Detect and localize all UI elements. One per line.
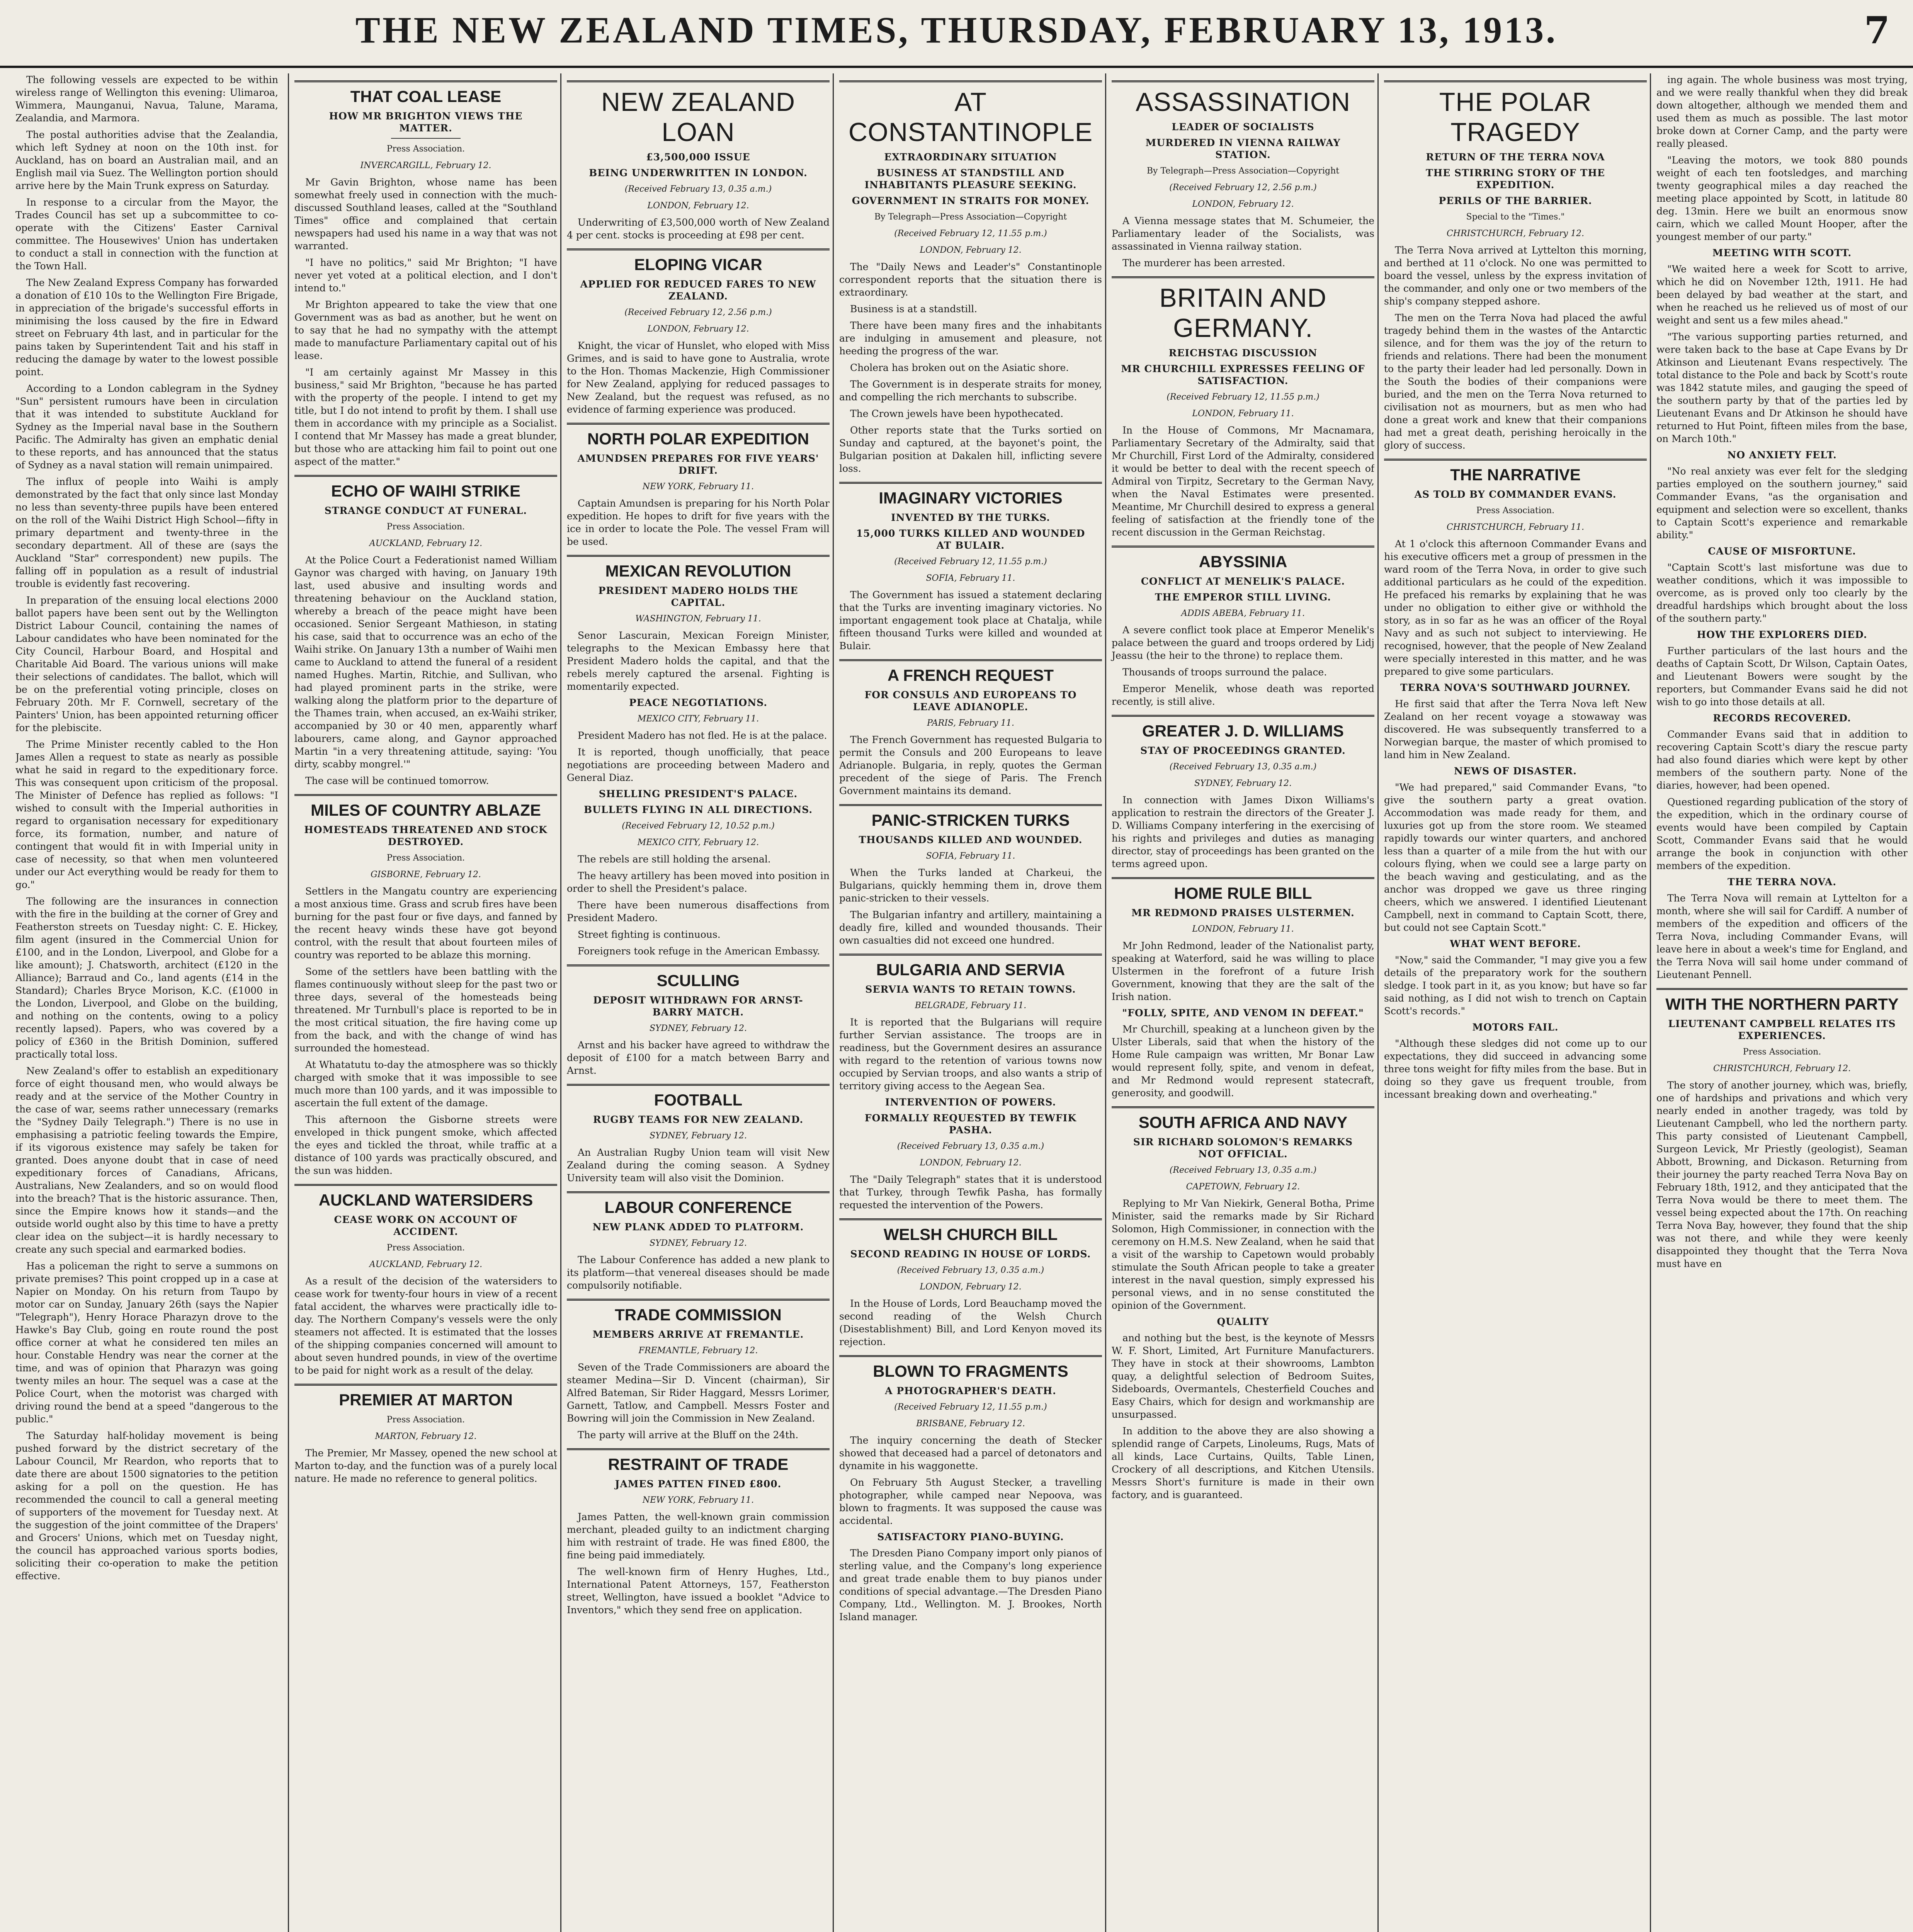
paragraph: As a result of the decision of the watersiders to cease work for twenty-four hours in view of a recent fatal accident, the wharves were practically idle to-day. The Northern Company's vessels were the only steamers not affected. It is estimated that the losses of the shipping companies concerned will amount to about seven hundred pounds, in view of the overtime to be paid for night work as a result of the delay. xyxy=(294,1276,557,1376)
subhead: APPLIED FOR REDUCED FARES TO NEW ZEALAND. xyxy=(580,279,816,302)
paragraph: When the Turks landed at Charkeui, the Bulgarians, quickly hemming them in, drove them panic-stricken to their vessels. xyxy=(839,867,1102,904)
headline-south-africa-navy: SOUTH AFRICA AND NAVY xyxy=(1112,1106,1374,1132)
subhead: MOTORS FAIL. xyxy=(1472,1022,1559,1033)
page-number: 7 xyxy=(1864,9,1890,52)
paragraph: In the House of Commons, Mr Macnamara, Parliamentary Secretary of the Admiralty, said that Mr Churchill, First Lord of the Admiralty, considered it would be better to deal with the recent speech of Admiral von Tirpitz, Secretary to the German Navy, when the Naval Estimates were presented. Meantime, Mr Churchill desired to express a general feeling of satisfaction at the friendly tone of the recent discussion in the German Reichstag. xyxy=(1112,425,1374,538)
subhead: CONFLICT AT MENELIK'S PALACE. xyxy=(1141,576,1345,587)
subhead: GOVERNMENT IN STRAITS FOR MONEY. xyxy=(852,195,1090,206)
received-line: (Received February 12, 11.55 p.m.) xyxy=(1167,392,1320,402)
dateline: SYDNEY, February 12. xyxy=(649,1238,747,1248)
dateline: BELGRADE, February 11. xyxy=(915,1001,1027,1010)
subhead: SATISFACTORY PIANO-BUYING. xyxy=(877,1531,1064,1543)
subhead: NEWS OF DISASTER. xyxy=(1454,765,1577,777)
dateline: LONDON, February 12. xyxy=(920,245,1022,255)
dateline: SOFIA, February 11. xyxy=(926,851,1015,861)
headline-mexican-revolution: MEXICAN REVOLUTION xyxy=(567,555,830,581)
subhead: LEADER OF SOCIALISTS xyxy=(1172,121,1314,133)
dateline: NEW YORK, February 11. xyxy=(642,1495,754,1505)
paragraph: The Prime Minister recently cabled to the Hon James Allen a request to state as nearly as possible what he said in regard to the expeditionary force. This was consequent upon criticism of the proposal. The Minister of Defence has replied as follows: "I wished to consult with the Imperial authorities in regard to organisation necessary for expeditionary force, its formation, number, and nature of contingent that would fit in with Imperial unity in case of necessity, so that when men volunteered under our Act everything would be ready for them to go." xyxy=(15,739,278,890)
paragraph: The following vessels are expected to be within wireless range of Wellington this evening: Ulimaroa, Wimmera, Maunganui, Navua, Talune, Marama, Zealandia, and Marmora. xyxy=(15,74,278,124)
byline: Press Association. xyxy=(1476,506,1555,515)
paragraph: "Captain Scott's last misfortune was due to weather conditions, which it was impossible to overcome, as is proved only too clearly by the dreadful hardships which brought about the loss of the southern party." xyxy=(1656,562,1908,624)
headline-watersiders: AUCKLAND WATERSIDERS xyxy=(294,1184,557,1210)
subhead: STRANGE CONDUCT AT FUNERAL. xyxy=(324,505,527,516)
paragraph: The Labour Conference has added a new plank to its platform—that venereal diseases should be made compulsorily notifiable. xyxy=(567,1254,830,1291)
column-7 xyxy=(1650,73,1908,1932)
paragraph: The "Daily News and Leader's" Constantinople correspondent reports that the situation there is extraordinary. xyxy=(839,261,1102,298)
paragraph: The New Zealand Express Company has forwarded a donation of £10 10s to the Wellington Fire Brigade, in appreciation of the brigade's successful efforts in minimising the loss caused by the fire in Edward street on February 4th last, and in particular for the pains taken by Superintendent Tait and his staff in reducing the damage by water to the lowest possible point. xyxy=(15,277,278,378)
received-line: (Received February 12, 11.55 p.m.) xyxy=(894,1402,1047,1412)
subhead: RECORDS RECOVERED. xyxy=(1713,713,1851,724)
headline-eloping-vicar: ELOPING VICAR xyxy=(567,248,830,274)
paragraph: The Premier, Mr Massey, opened the new school at Marton to-day, and the function was of a purely local nature. He made no reference to general politics. xyxy=(294,1447,557,1484)
paragraph: Underwriting of £3,500,000 worth of New Zealand 4 per cent. stocks is proceeding at £98 per cent. xyxy=(567,217,830,241)
paragraph: "No real anxiety was ever felt for the sledging parties employed on the southern journey," said Commander Evans, "as the organisation and equipment and selection were so excellent, thanks to Captain Scott's experience and remarkable ability." xyxy=(1656,466,1908,541)
dateline: BRISBANE, February 12. xyxy=(916,1419,1025,1429)
paragraph: Commander Evans said that in addition to recovering Captain Scott's diary the rescue party had also found diaries which were kept by other members of the southern party. None of the diaries, however, had been opened. xyxy=(1656,729,1908,791)
paragraph: At Whatatutu to-day the atmosphere was so thickly charged with smoke that it was impossible to see much more than 100 yards, and it was impossible to ascertain the full extent of the damage. xyxy=(294,1059,557,1109)
subhead: BULLETS FLYING IN ALL DIRECTIONS. xyxy=(583,804,813,815)
paragraph: "The various supporting parties returned, and were taken back to the base at Cape Evans by Dr Atkinson and Lieutenant Evans respectively. The total distance to the Pole and back by Scott's route was 1842 statute miles, and gauging the speed of the southern party by that of the parties led by Lieutenant Evans and Dr Atkinson he should have returned to Hut Point, fifteen miles from the base, on March 10th." xyxy=(1656,331,1908,444)
received-line: (Received February 13, 0.35 a.m.) xyxy=(1169,762,1317,772)
paragraph: Senor Lascurain, Mexican Foreign Minister, telegraphs to the Mexican Embassy here that President Madero holds the capital, and that the rebels merely captured the arsenal. Fighting is momentarily expected. xyxy=(567,630,830,692)
headline-welsh-church: WELSH CHURCH BILL xyxy=(839,1218,1102,1244)
paragraph: Emperor Menelik, whose death was reported recently, is still alive. xyxy=(1112,683,1374,707)
headline-waihi: ECHO OF WAIHI STRIKE xyxy=(294,475,557,501)
paragraph: "Although these sledges did not come up to our expectations, they did succeed in advancing some three tons weight for fifty miles from the base. But in doing so they gave us frequent trouble, from incessant breaking down and overheating." xyxy=(1384,1038,1647,1100)
paragraph: "Leaving the motors, we took 880 pounds weight of each ten footsledges, and marching twenty geographical miles a day reached the meeting place appointed by Scott, in latitude 80 deg. 13min. Here we built an enormous snow cairn, which we called Mount Hooper, after the youngest member of our party." xyxy=(1656,155,1908,242)
paragraph: Replying to Mr Van Niekirk, General Botha, Prime Minister, said the remarks made by Sir Richard Solomon, High Commissioner, in connection with the ceremony on H.M.S. New Zealand, when he said that a visit of the warship to Capetown would probably stimulate the South African people to take a greater interest in the naval question, simply expressed his personal views, and in no sense constituted the opinion of the Government. xyxy=(1112,1198,1374,1311)
paragraph: Mr Churchill, speaking at a luncheon given by the Ulster Liberals, said that when the history of the Home Rule campaign was written, Mr Bonar Law would represent folly, spite, and venom in defeat, and Mr Redmond would represent statecraft, generosity, and goodwill. xyxy=(1112,1024,1374,1099)
dateline: MEXICO CITY, February 12. xyxy=(637,838,759,847)
headline-premier-marton: PREMIER AT MARTON xyxy=(294,1384,557,1410)
dateline: MEXICO CITY, February 11. xyxy=(637,714,759,724)
subhead: MR REDMOND PRAISES ULSTERMEN. xyxy=(1131,907,1355,918)
dateline: LONDON, February 11. xyxy=(1192,409,1294,418)
paragraph: Questioned regarding publication of the story of the expedition, which in the ordinary course of events would have been compiled by Captain Scott, Commander Evans said that he would arrange the book in conjunction with other members of the expedition. xyxy=(1656,796,1908,871)
subhead: HOW MR BRIGHTON VIEWS THE MATTER. xyxy=(329,111,523,134)
divider xyxy=(391,138,461,139)
received-line: (Received February 12, 11.55 p.m.) xyxy=(894,229,1047,238)
dateline: LONDON, February 11. xyxy=(1192,924,1294,934)
paragraph: An Australian Rugby Union team will visit New Zealand during the coming season. A Sydney University team will also visit the Dominion. xyxy=(567,1147,830,1184)
byline: Press Association. xyxy=(386,1243,465,1253)
paragraph: The heavy artillery has been moved into position in order to shell the President's palace. xyxy=(567,870,830,894)
headline-country-ablaze: MILES OF COUNTRY ABLAZE xyxy=(294,794,557,820)
paragraph: The "Daily Telegraph" states that it is understood that Turkey, through Tewfik Pasha, has formally requested the intervention of the Powers. xyxy=(839,1174,1102,1211)
paragraph: The well-known firm of Henry Hughes, Ltd., International Patent Attorneys, 157, Featherston street, Wellington, have issued a booklet "Advice to Inventors," which they send free on application. xyxy=(567,1566,830,1616)
received-line: (Received February 12, 10.52 p.m.) xyxy=(622,821,775,831)
dateline: SYDNEY, February 12. xyxy=(1194,779,1292,788)
subhead: HOMESTEADS THREATENED AND STOCK DESTROYED. xyxy=(304,824,548,847)
headline-blown-to-fragments: BLOWN TO FRAGMENTS xyxy=(839,1355,1102,1381)
dateline: LONDON, February 12. xyxy=(920,1282,1022,1292)
subhead: CEASE WORK ON ACCOUNT OF ACCIDENT. xyxy=(334,1214,518,1237)
headline-abyssinia: ABYSSINIA xyxy=(1112,546,1374,571)
paragraph: The Saturday half-holiday movement is being pushed forward by the district secretary of the Labour Council, Mr Reardon, who reports that to date there are about 1500 signatories to the petition asking for a poll on the question. He has recommended the council to call a general meeting of supporters of the movement for Tuesday next. At the suggestion of the joint committee of the Drapers' and Grocers' Unions, which met on Tuesday night, the council has approached various sports bodies, soliciting their co-operation to make the petition effective. xyxy=(15,1430,278,1582)
subhead: AMUNDSEN PREPARES FOR FIVE YEARS' DRIFT. xyxy=(577,453,819,476)
received-line: (Received February 13, 0.35 a.m.) xyxy=(897,1265,1044,1275)
paragraph: Other reports state that the Turks sortied on Sunday and captured, at the bayonet's point, the Bulgarian position at Dakalen hill, inflicting severe loss. xyxy=(839,425,1102,474)
subhead: SIR RICHARD SOLOMON'S REMARKS NOT OFFICIAL. xyxy=(1133,1136,1353,1160)
paragraph: The Government has issued a statement declaring that the Turks are inventing imaginary victories. No important engagement took place at Chatalja, while fifteen thousand Turks were killed and wounded at Bulair. xyxy=(839,589,1102,651)
subhead: STAY OF PROCEEDINGS GRANTED. xyxy=(1140,745,1346,756)
column-5 xyxy=(1105,73,1374,1932)
paragraph: ing again. The whole business was most trying, and we were really thankful when they did break down altogether, although we mended them and used them as much as possible. The last motor broke down at Corner Camp, and the party were really pleased. xyxy=(1656,74,1908,149)
headline-bulgaria-servia: BULGARIA AND SERVIA xyxy=(839,954,1102,980)
paragraph: There have been numerous disaffections from President Madero. xyxy=(567,900,830,923)
paragraph: Further particulars of the last hours and the deaths of Captain Scott, Dr Wilson, Captain Oates, and Lieutenant Bowers were sought by the reporters, but Commander Evans said he did not wish to go into those details at all. xyxy=(1656,645,1908,707)
received-line: (Received February 13, 0.35 a.m.) xyxy=(624,184,772,194)
masthead xyxy=(0,0,1913,68)
headline-north-polar: NORTH POLAR EXPEDITION xyxy=(567,423,830,449)
paragraph: Business is at a standstill. xyxy=(850,303,978,315)
paragraph: The Dresden Piano Company import only pianos of sterling value, and the Company's long experience and great trade enable them to buy pianos under conditions of special advantage.—The Dresden Piano Company, Ltd., Wellington. M. J. Brookes, North Island manager. xyxy=(839,1548,1102,1622)
subhead: "FOLLY, SPITE, AND VENOM IN DEFEAT." xyxy=(1122,1007,1364,1019)
dateline: SOFIA, February 11. xyxy=(926,573,1015,583)
subhead: MR CHURCHILL EXPRESSES FEELING OF SATISFACTION. xyxy=(1121,363,1365,386)
byline: By Telegraph—Press Association—Copyright xyxy=(874,212,1067,222)
received-line: (Received February 12, 11.55 p.m.) xyxy=(894,557,1047,566)
subhead: INVENTED BY THE TURKS. xyxy=(891,512,1050,523)
paragraph: The Government is in desperate straits for money, and compelling the rich merchants to subscribe. xyxy=(839,379,1102,403)
paragraph: Seven of the Trade Commissioners are aboard the steamer Medina—Sir D. Vincent (chairman), Sir Alfred Bateman, Sir Rider Haggard, Messrs Lorimer, Garnett, Tatlow, and Campbell. Messrs Foster and Bowring will join the Commission in New Zealand. xyxy=(567,1362,830,1424)
headline-restraint-of-trade: RESTRAINT OF TRADE xyxy=(567,1448,830,1474)
paragraph: Mr John Redmond, leader of the Nationalist party, speaking at Waterford, said he was willing to place Ulstermen in the forefront of a future Irish Government, knowing that they are the salt of the Irish nation. xyxy=(1112,940,1374,1002)
subhead: PRESIDENT MADERO HOLDS THE CAPITAL. xyxy=(598,585,798,608)
paragraph: "Now," said the Commander, "I may give you a few details of the preparatory work for the southern sledge. I took part in it, as you know; but have so far said nothing, as I did not wish to trench on Captain Scott's records." xyxy=(1384,954,1647,1017)
headline-panic-stricken-turks: PANIC-STRICKEN TURKS xyxy=(839,804,1102,830)
subhead: TERRA NOVA'S SOUTHWARD JOURNEY. xyxy=(1400,682,1631,693)
dateline: FREMANTLE, February 12. xyxy=(638,1346,758,1355)
headline-northern-party: WITH THE NORTHERN PARTY xyxy=(1656,988,1908,1014)
paragraph: The Crown jewels have been hypothecated. xyxy=(850,408,1064,419)
paragraph: "I have no politics," said Mr Brighton; "I have never yet voted at a political election, and I don't intend to." xyxy=(294,257,557,294)
paragraph: A severe conflict took place at Emperor Menelik's palace between the guard and troops ordered by Lidj Jeassu (the heir to the throne) to replace them. xyxy=(1112,624,1374,661)
dateline: INVERCARGILL, February 12. xyxy=(360,161,491,170)
subhead: NO ANXIETY FELT. xyxy=(1727,449,1837,461)
paragraph: The men on the Terra Nova had placed the awful tragedy behind them in the wastes of the Antarctic silence, and for them was the joy of the return to friends and relations. There had been the monument to the party their leader had led personally. Down in the South the bodies of their companions were buried, and the men on the Terra Nova returned to civilisation not as mourners, but as men who had done a great work and knew that their companions had met a great death, perishing heroically in the glory of success. xyxy=(1384,312,1647,451)
paragraph: The French Government has requested Bulgaria to permit the Consuls and 200 Europeans to leave Adrianople. Bulgaria, in reply, quotes the German precedent of the siege of Paris. The French Government maintains its demand. xyxy=(839,734,1102,796)
dateline: SYDNEY, February 12. xyxy=(649,1131,747,1141)
paragraph: Arnst and his backer have agreed to withdraw the deposit of £100 for a match between Barry and Arnst. xyxy=(567,1039,830,1076)
subhead: PEACE NEGOTIATIONS. xyxy=(629,697,768,708)
headline-narrative: THE NARRATIVE xyxy=(1384,459,1647,485)
dateline: CHRISTCHURCH, February 12. xyxy=(1446,229,1585,238)
dateline: PARIS, February 11. xyxy=(927,718,1015,728)
subhead: BEING UNDERWRITTEN IN LONDON. xyxy=(589,167,808,179)
byline: Press Association. xyxy=(386,1415,465,1425)
received-line: (Received February 12, 2.56 p.m.) xyxy=(624,308,772,317)
headline-constantinople: AT CONSTANTINOPLE xyxy=(839,80,1102,147)
headline-imaginary-victories: IMAGINARY VICTORIES xyxy=(839,482,1102,508)
paragraph: In preparation of the ensuing local elections 2000 ballot papers have been sent out by the Wellington District Labour Council, containing the names of Labour candidates who have been nominated for the City Council, Harbour Board, and Hospital and Charitable Aid Board. The various unions will make their selections of candidates. The ballot, which will be on the preferential voting principle, closes on February 20th. Mr F. Cornwell, secretary of the Painters' Union, has been appointed returning officer for the plebiscite. xyxy=(15,595,278,733)
subhead: SHELLING PRESIDENT'S PALACE. xyxy=(599,788,798,799)
paragraph: Foreigners took refuge in the American Embassy. xyxy=(578,946,820,957)
paragraph: The party will arrive at the Bluff on the 24th. xyxy=(578,1429,799,1440)
paragraph: The story of another journey, which was, briefly, one of hardships and privations and which very nearly ended in another tragedy, was told by Lieutenant Campbell, who led the northern party. This party consisted of Lieutenant Campbell, Surgeon Levick, Mr Priestly (geologist), Seaman Abbott, Browning, and Dickason. Returning from their journey the party reached Terra Nova Bay on February 18th, 1912, and they anticipated that the Terra Nova would be there to meet them. The vessel being expected about the 17th. On reaching Terra Nova Bay, however, they found that the ship was not there, and while they were keenly disappointed they thought that the Terra Nova must have en xyxy=(1656,1080,1908,1269)
paragraph: and nothing but the best, is the keynote of Messrs W. F. Short, Limited, Art Furniture Manufacturers. They have in stock at their showrooms, Lambton quay, a delightful selection of Bedroom Suites, Sideboards, Overmantels, Chesterfield Couches and Easy Chairs, which for design and workmanship are unsurpassed. xyxy=(1112,1332,1374,1420)
headline-assassination: ASSASSINATION xyxy=(1112,80,1374,117)
column-3 xyxy=(560,73,830,1932)
subhead: WHAT WENT BEFORE. xyxy=(1450,938,1581,949)
paragraph: The inquiry concerning the death of Stecker showed that deceased had a parcel of detonators and dynamite in his waggonette. xyxy=(839,1435,1102,1471)
subhead: MEETING WITH SCOTT. xyxy=(1712,247,1852,259)
subhead: A PHOTOGRAPHER'S DEATH. xyxy=(885,1385,1056,1396)
headline-britain-germany: BRITAIN AND GERMANY. xyxy=(1112,276,1374,343)
subhead: THE STIRRING STORY OF THE EXPEDITION. xyxy=(1426,167,1605,190)
byline: Press Association. xyxy=(386,144,465,154)
headline-football: FOOTBALL xyxy=(567,1084,830,1110)
paragraph: The Terra Nova will remain at Lyttelton for a month, where she will sail for Cardiff. A number of members of the expedition and officers of the Terra Nova, including Commander Evans, will leave here in about a week's time for England, and the Terra Nova will sail home under command of Lieutenant Pennell. xyxy=(1656,893,1908,980)
paragraph: Some of the settlers have been battling with the flames continuously without sleep for the past two or three days, several of the homesteads being threatened. Mr Turnbull's place is reported to be in the most critical situation, the fire having come up from the back, and with the change of wind has surrounded the homestead. xyxy=(294,966,557,1054)
subhead: £3,500,000 ISSUE xyxy=(646,151,750,163)
paragraph: The Terra Nova arrived at Lyttelton this morning, and berthed at 11 o'clock. No one was permitted to board the vessel, unless by the express invitation of the commander, and only one or two members of the ship's company stepped ashore. xyxy=(1384,245,1647,307)
subhead: THOUSANDS KILLED AND WOUNDED. xyxy=(859,834,1083,845)
subhead: SERVIA WANTS TO RETAIN TOWNS. xyxy=(865,984,1076,995)
subhead: DEPOSIT WITHDRAWN FOR ARNST-BARRY MATCH. xyxy=(593,995,803,1018)
dateline: AUCKLAND, February 12. xyxy=(369,1260,483,1269)
paragraph: At the Police Court a Federationist named William Gaynor was charged with having, on January 19th last, used abusive and insulting words and threatening behaviour on the Auckland station, whereby a breach of the peace might have been occasioned. Senior Sergeant Mathieson, in stating his case, said that to occurrence was an echo of the Waihi strike. On January 13th a number of Waihi men came to Auckland to attend the funeral of a resident named Hughes. Martin, Ritchie, and Sullivan, who had played prominent parts in the strike, were walking along the platform prior to the departure of the Thames train, when accused, an ex-Waihi striker, accompanied by 30 or 40 men, apparently wharf labourers, came along, and Gaynor approached Martin "in a very threatening attitude, saying: 'You dirty, scabby mongrel.'" xyxy=(294,554,557,770)
subhead: LIEUTENANT CAMPBELL RELATES ITS EXPERIENCES. xyxy=(1668,1018,1896,1041)
subhead: AS TOLD BY COMMANDER EVANS. xyxy=(1414,489,1617,500)
subhead: BUSINESS AT STANDSTILL AND INHABITANTS PLEASURE SEEKING. xyxy=(864,167,1077,190)
subhead: JAMES PATTEN FINED £800. xyxy=(615,1478,782,1490)
paragraph: He first said that after the Terra Nova left New Zealand on her recent voyage a stowaway was discovered. He was subsequently transferred to a Norwegian barque, the master of which promised to land him in New Zealand. xyxy=(1384,698,1647,760)
received-line: (Received February 13, 0.35 a.m.) xyxy=(1169,1165,1317,1175)
paragraph: At 1 o'clock this afternoon Commander Evans and his executive officers met a group of pressmen in the ward room of the Terra Nova, in order to give such additional particulars as he could of the expedition. He prefaced his remarks by explaining that he was under no obligation to either give or withhold the story, as in so far as he was an officer of the Royal Navy and as such not subject to interviewing. He recognised, however, that the people of New Zealand were specially interested in this matter, and he was prepared to give some particulars. xyxy=(1384,538,1647,677)
paragraph: The rebels are still holding the arsenal. xyxy=(578,854,771,865)
subhead: NEW PLANK ADDED TO PLATFORM. xyxy=(592,1221,804,1233)
subhead: MURDERED IN VIENNA RAILWAY STATION. xyxy=(1145,137,1341,160)
byline: Press Association. xyxy=(386,853,465,863)
masthead-title: THE NEW ZEALAND TIMES, THURSDAY, FEBRUARY 13, 1913. xyxy=(355,9,1558,51)
dateline: CHRISTCHURCH, February 11. xyxy=(1446,522,1585,532)
headline-sculling: SCULLING xyxy=(567,964,830,990)
subhead: QUALITY xyxy=(1217,1316,1269,1327)
subhead: SECOND READING IN HOUSE OF LORDS. xyxy=(850,1248,1091,1260)
byline: Press Association. xyxy=(1743,1047,1821,1057)
paragraph: Settlers in the Mangatu country are experiencing a most anxious time. Grass and scrub fires have been burning for the past four or five days, and fanned by the recent heavy winds these have got beyond control, with the result that about fourteen miles of country was reported to be ablaze this morning. xyxy=(294,886,557,961)
subhead: THE TERRA NOVA. xyxy=(1727,876,1837,888)
dateline: CAPETOWN, February 12. xyxy=(1186,1182,1300,1192)
paragraph: Mr Gavin Brighton, whose name has been somewhat freely used in connection with the much-discussed Southland leases, called at the "Southland Times" office and complained that certain newspapers had used his name in a way that was not warranted. xyxy=(294,177,557,252)
byline: Special to the "Times." xyxy=(1466,212,1565,222)
subhead: RETURN OF THE TERRA NOVA xyxy=(1426,151,1605,163)
subhead: MEMBERS ARRIVE AT FREMANTLE. xyxy=(592,1329,804,1340)
paragraph: Cholera has broken out on the Asiatic shore. xyxy=(850,362,1069,373)
column-6 xyxy=(1377,73,1647,1932)
headline-trade-commission: TRADE COMMISSION xyxy=(567,1299,830,1325)
paragraph: Street fighting is continuous. xyxy=(578,929,721,940)
dateline: LONDON, February 12. xyxy=(647,324,749,334)
dateline: LONDON, February 12. xyxy=(920,1158,1022,1168)
dateline: NEW YORK, February 11. xyxy=(642,482,754,492)
paragraph: This afternoon the Gisborne streets were enveloped in thick pungent smoke, which affected the eyes and tickled the throat, while traffic at a distance of 100 yards was practically obscured, and the sun was hidden. xyxy=(294,1114,557,1176)
paragraph: In the House of Lords, Lord Beauchamp moved the second reading of the Welsh Church (Disestablishment) Bill, and Lord Kenyon moved its rejection. xyxy=(839,1298,1102,1347)
subhead: THE EMPEROR STILL LIVING. xyxy=(1155,592,1331,603)
subhead: EXTRAORDINARY SITUATION xyxy=(884,151,1057,163)
subhead: FORMALLY REQUESTED BY TEWFIK PASHA. xyxy=(864,1112,1077,1136)
byline: By Telegraph—Press Association—Copyright xyxy=(1146,166,1340,176)
paragraph: There have been many fires and the inhabitants are indulging in amusement and pleasure, not heeding the progress of the war. xyxy=(839,320,1102,357)
paragraph: A Vienna message states that M. Schumeier, the Parliamentary leader of the Socialists, was assassinated in Vienna railway station. xyxy=(1112,215,1374,252)
dateline: MARTON, February 12. xyxy=(375,1432,477,1441)
paragraph: Has a policeman the right to serve a summons on private premises? This point cropped up in a case at Napier on Monday. On his return from Taupo by motor car on Sunday, January 26th (says the Napier "Telegraph"), Henry Horace Pharazyn drove to the Hawke's Bay Club, going en route round the post office corner at what he considered ten miles an hour. Constable Hendry was near the corner at the time, and was of opinion that Pharazyn was going twenty miles an hour. The sequel was a case at the Police Court, when the motorist was charged with driving round the bend at a speed "dangerous to the public." xyxy=(15,1260,278,1425)
dateline: LONDON, February 12. xyxy=(647,201,749,211)
paragraph: According to a London cablegram in the Sydney "Sun" persistent rumours have been in circulation that it was intended to substitute Auckland for Sydney as the Imperial naval base in the Southern Pacific. The Admiralty has given an emphatic denial to these reports, and has announced that the status of Sydney as a naval station will remain unimpaired. xyxy=(15,383,278,471)
dateline: SYDNEY, February 12. xyxy=(649,1024,747,1033)
paragraph: In addition to the above they are also showing a splendid range of Carpets, Linoleums, Rugs, Mats of all kinds, Lace Curtains, Quilts, Table Linen, Crockery of all descriptions, and Kitchen Utensils. Messrs Short's furniture is made in their own factory, and is guaranteed. xyxy=(1112,1425,1374,1500)
paragraph: New Zealand's offer to establish an expeditionary force of eight thousand men, who would always be ready and at the service of the Mother Country in the case of war, seems rather unnecessary (remarks the "Sydney Daily Telegraph.") There is no use in emphasising a patriotic feeling towards the Empire, if its vigorous existence may safely be taken for granted. Does anyone doubt that in case of need expeditionary forces of Canadians, Africans, Australians, New Zealanders, and so on would flood into the breach? That is the historic assurance. Then, since the Empire knows how it stands—and the outside world ought also by this time to have a pretty clear idea on the subject—it is hardly necessary to create any such special and earmarked bodies. xyxy=(15,1065,278,1255)
paragraph: On February 5th August Stecker, a travelling photographer, while camped near Nepoova, was blown to fragments. It was supposed the cause was accidental. xyxy=(839,1477,1102,1526)
paragraph: Mr Brighton appeared to take the view that one Government was as bad as another, but he went on to say that he had no sympathy with the attempt made to manufacture Parliamentary capital out of his lease. xyxy=(294,299,557,361)
received-line: (Received February 13, 0.35 a.m.) xyxy=(897,1141,1044,1151)
paragraph: It is reported that the Bulgarians will require further Servian assistance. The troops are in readiness, but the Government desires an assurance with regard to the retention of various towns now occupied by Servian troops, and also wants a strip of territory giving access to the Aegean Sea. xyxy=(839,1017,1102,1092)
paragraph: President Madero has not fled. He is at the palace. xyxy=(578,730,827,741)
subhead: PERILS OF THE BARRIER. xyxy=(1439,195,1592,206)
headline-labour-conference: LABOUR CONFERENCE xyxy=(567,1191,830,1217)
dateline: WASHINGTON, February 11. xyxy=(635,614,761,624)
dateline: LONDON, February 12. xyxy=(1192,199,1294,209)
byline: Press Association. xyxy=(386,522,465,532)
subhead: INTERVENTION OF POWERS. xyxy=(885,1097,1056,1108)
paragraph: James Patten, the well-known grain commission merchant, pleaded guilty to an indictment charging him with restraint of trade. He was fined £800, the fine being paid immediately. xyxy=(567,1511,830,1561)
subhead: FOR CONSULS AND EUROPEANS TO LEAVE ADIANOPLE. xyxy=(864,689,1077,713)
subhead: REICHSTAG DISCUSSION xyxy=(1168,347,1318,359)
paragraph: The murderer has been arrested. xyxy=(1122,257,1286,269)
column-1 xyxy=(15,73,278,1932)
paragraph: The postal authorities advise that the Zealandia, which left Sydney at noon on the 10th inst. for Auckland, has on board an Australian mail, and an English mail via Suez. The Wellington portion should arrive here by the Main Trunk express on Saturday. xyxy=(15,129,278,191)
paragraph: "We waited here a week for Scott to arrive, which he did on November 12th, 1911. He had been delayed by bad weather at the start, and when he reached us he relieved us of most of our weight and sent us a few miles ahead." xyxy=(1656,264,1908,326)
paragraph: "We had prepared," said Commander Evans, "to give the southern party a great ovation. Accommodation was made ready for them, and luxuries got up from the store room. We steamed rapidly towards our winter quarters, and anchored less than a quarter of a mile from the hut with our colours flying, when we could see a large party on the beach waving and gesticulating, and as the anchor was dropped we gave us three ringing cheers, which we answered. I identified Lieutenant Campbell, next in command to Captain Scott, there, but could not see Captain Scott." xyxy=(1384,782,1647,933)
column-2 xyxy=(288,73,557,1932)
dateline: AUCKLAND, February 12. xyxy=(369,539,483,548)
received-line: (Received February 12, 2.56 p.m.) xyxy=(1169,183,1317,192)
paragraph: "I am certainly against Mr Massey in this business," said Mr Brighton, "because he has parted with the property of the people. I intend to get my title, but I do not intend to profit by them. I shall use them in accordance with my principle as a Socialist. I contend that Mr Massey has made a great blunder, but those who are attacking him fail to point out one aspect of the matter." xyxy=(294,367,557,467)
paragraph: In connection with James Dixon Williams's application to restrain the directors of the Greater J. D. Williams Company interfering in the exercising of his rights and privileges and duties as managing director, stay of proceedings has been granted on the terms agreed upon. xyxy=(1112,794,1374,869)
dateline: ADDIS ABEBA, February 11. xyxy=(1181,609,1305,618)
paragraph: Knight, the vicar of Hunslet, who eloped with Miss Grimes, and is said to have gone to Australia, wrote to the Hon. Thomas Mackenzie, High Commissioner for New Zealand, applying for reduced passages to New Zealand, but the request was refused, as no evidence of farming experience was produced. xyxy=(567,340,830,415)
subhead: CAUSE OF MISFORTUNE. xyxy=(1708,546,1856,557)
dateline: GISBORNE, February 12. xyxy=(371,870,481,879)
column-4 xyxy=(833,73,1102,1932)
paragraph: The case will be continued tomorrow. xyxy=(305,775,489,786)
paragraph: It is reported, though unofficially, that peace negotiations are proceeding between Madero and General Diaz. xyxy=(567,747,830,783)
paragraph: Captain Amundsen is preparing for his North Polar expedition. He hopes to drift for five years with the ice in order to locate the Pole. The vessel Fram will be used. xyxy=(567,498,830,547)
paragraph: Thousands of troops surround the palace. xyxy=(1122,667,1327,678)
headline-coal-lease: THAT COAL LEASE xyxy=(294,80,557,106)
paragraph: The Bulgarian infantry and artillery, maintaining a deadly fire, killed and wounded thousands. Their own casualties did not exceed one hundred. xyxy=(839,909,1102,946)
paragraph: In response to a circular from the Mayor, the Trades Council has set up a subcommittee to co-operate with the Citizens' Easter Carnival committee. The Housewives' Union has undertaken to conduct a stall in connection with the function at the Town Hall. xyxy=(15,197,278,272)
headline-polar-tragedy: THE POLAR TRAGEDY xyxy=(1384,80,1647,147)
subhead: RUGBY TEAMS FOR NEW ZEALAND. xyxy=(593,1114,804,1125)
headline-nz-loan: NEW ZEALAND LOAN xyxy=(567,80,830,147)
paragraph: The following are the insurances in connection with the fire in the building at the corner of Grey and Featherston streets on Tuesday night: C. E. Hickey, film agent (insured in the Commercial Union for £100, and in the London, Liverpool, and Globe for a like amount); J. Chatsworth, architect (£120 in the Alliance); Barraud and Co., land agents (£14 in the Standard); Charles Bryce Morison, K.C. (£1000 in the London, Liverpool, and Globe on the building, and nothing on the contents, owing to a policy recently lapsed). Papers, who was covered by a policy of £360 in the British Dominion, suffered practically total loss. xyxy=(15,896,278,1060)
subhead: HOW THE EXPLORERS DIED. xyxy=(1697,629,1867,640)
headline-jd-williams: GREATER J. D. WILLIAMS xyxy=(1112,715,1374,741)
paragraph: The influx of people into Waihi is amply demonstrated by the fact that only since last Monday no less than seventy-three pupils have been entered on the roll of the Waihi District High School—fifty in primary department and twenty-three in the secondary department. All of these are (says the Auckland "Star" correspondent) new pupils. The falling off in population as a result of industrial trouble is evidently fast recovering. xyxy=(15,476,278,589)
headline-french-request: A FRENCH REQUEST xyxy=(839,659,1102,685)
dateline: CHRISTCHURCH, February 12. xyxy=(1713,1064,1851,1073)
subhead: 15,000 TURKS KILLED AND WOUNDED AT BULAIR. xyxy=(856,528,1085,551)
headline-home-rule: HOME RULE BILL xyxy=(1112,877,1374,903)
